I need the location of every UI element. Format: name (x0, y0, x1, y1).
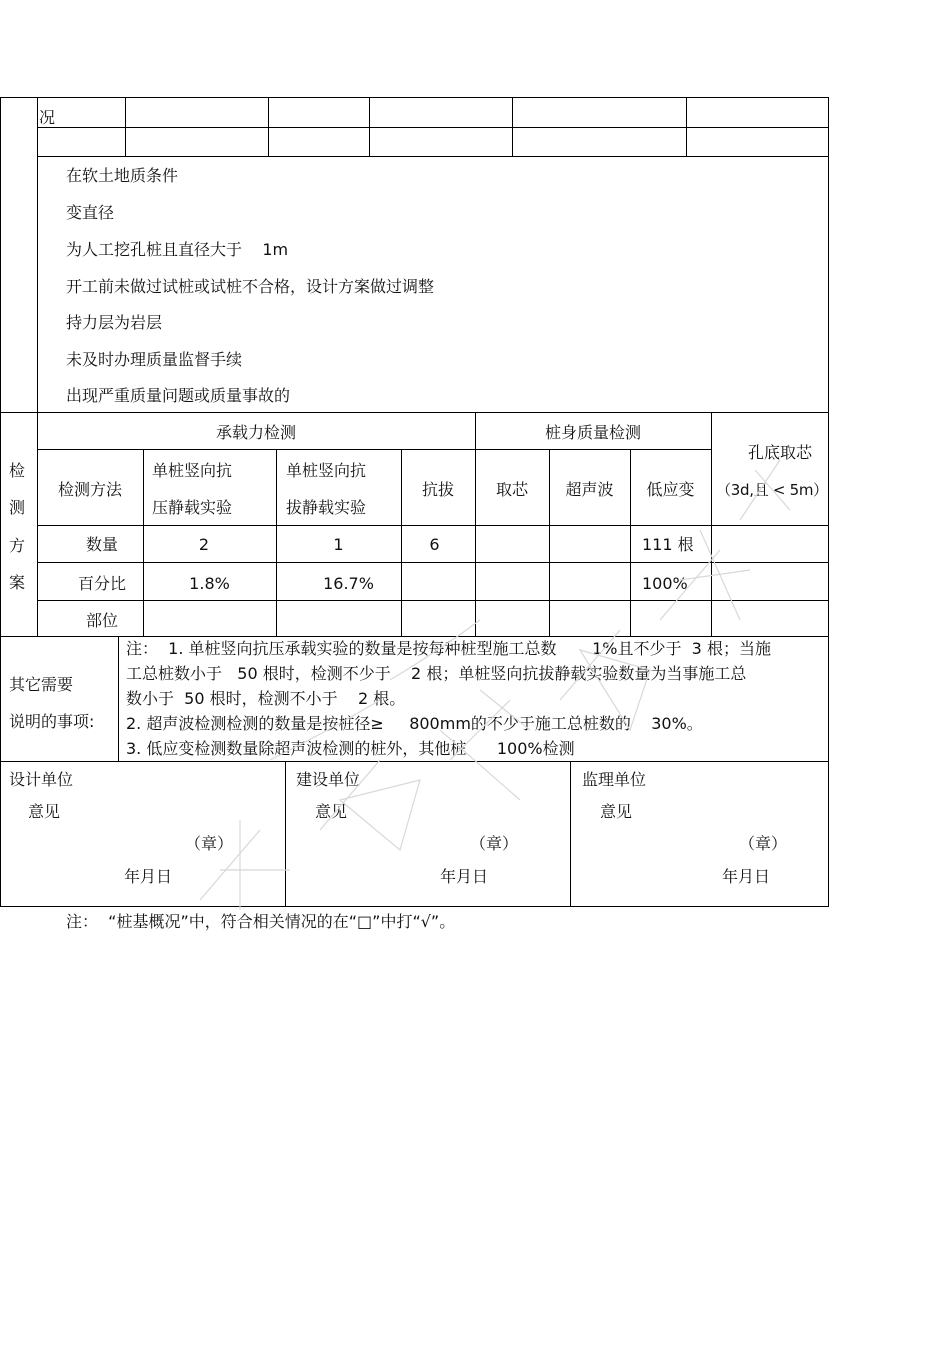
note-line: 数小于 50 根时，检测不小于 2 根。 (126, 689, 406, 708)
side-label-char: 案 (9, 573, 26, 592)
group-header-body: 桩身质量检测 (544, 423, 641, 442)
method-col1-line2: 压静载实验 (152, 498, 233, 517)
table-cell: 1.8% (189, 574, 230, 593)
table-cell: 1 (333, 535, 344, 554)
row-divider (475, 449, 712, 450)
date-label: 年月日 (440, 867, 489, 886)
unit-name: 设计单位 (9, 770, 74, 789)
method-col5: 超声波 (565, 480, 614, 499)
list-item: 开工前未做过试桩或试桩不合格，设计方案做过调整 (66, 277, 435, 296)
row-divider (37, 127, 829, 128)
table-border-bottom (0, 906, 829, 907)
col-divider (125, 97, 126, 156)
row-label-quantity: 数量 (85, 535, 118, 554)
table-cell: 16.7% (323, 574, 374, 593)
col-divider (369, 97, 370, 156)
opinion-label: 意见 (600, 802, 633, 821)
section-divider (0, 636, 829, 637)
col-divider (549, 449, 550, 637)
method-col2-line2: 拔静载实验 (286, 498, 367, 517)
opinion-label: 意见 (28, 802, 61, 821)
col-divider (475, 412, 476, 637)
side-label-char: 方 (9, 536, 26, 555)
section-divider (0, 761, 829, 762)
list-item: 未及时办理质量监督手续 (66, 350, 243, 369)
table-cell: 2 (198, 535, 210, 554)
footnote: 注： “桩基概况”中，符合相关情况的在“□”中打“√”。 (66, 912, 456, 931)
seal-label: （章） (739, 834, 788, 853)
list-item: 为人工挖孔桩且直径大于 1m (66, 240, 289, 259)
table-cell: 111 根 (642, 535, 694, 554)
opinion-label: 意见 (315, 802, 348, 821)
table-border-right (828, 97, 829, 907)
method-label: 检测方法 (57, 480, 122, 499)
col-divider (37, 97, 38, 637)
table-cell: 6 (429, 535, 440, 554)
notes-label-line1: 其它需要 (9, 675, 74, 694)
table-border-left (0, 97, 1, 907)
col-divider (630, 449, 631, 637)
method-col1-line1: 单桩竖向抗 (152, 461, 233, 480)
unit-name: 建设单位 (296, 770, 361, 789)
section-divider (0, 412, 829, 413)
col-divider (686, 97, 687, 156)
col-divider (570, 761, 571, 907)
row-label: 况 (39, 108, 56, 127)
note-line: 3. 低应变检测数量除超声波检测的桩外，其他桩 100%检测 (126, 739, 575, 758)
list-item: 变直径 (66, 203, 115, 222)
col-divider (268, 97, 269, 156)
side-label-char: 检 (9, 461, 26, 480)
row-divider (37, 156, 829, 157)
row-divider (37, 449, 475, 450)
list-item: 持力层为岩层 (66, 313, 163, 332)
notes-label-line2: 说明的事项: (9, 712, 95, 731)
method-col6: 低应变 (646, 480, 695, 499)
group-header-bearing: 承载力检测 (215, 423, 296, 442)
core-title: 孔底取芯 (747, 443, 812, 462)
row-label-percentage: 百分比 (77, 574, 126, 593)
list-item: 出现严重质量问题或质量事故的 (66, 386, 291, 405)
side-label-char: 测 (9, 498, 26, 517)
date-label: 年月日 (722, 867, 771, 886)
core-subtitle: （3d,且 < 5m） (716, 481, 828, 499)
note-line: 2. 超声波检测检测的数量是按桩径≥ 800mm的不少于施工总桩数的 30%。 (126, 714, 703, 733)
list-item: 在软土地质条件 (66, 166, 179, 185)
seal-label: （章） (470, 834, 519, 853)
method-col2-line1: 单桩竖向抗 (286, 461, 367, 480)
col-divider (285, 761, 286, 907)
seal-label: （章） (185, 834, 234, 853)
col-divider (118, 636, 119, 762)
col-divider (512, 97, 513, 156)
table-cell: 100% (642, 574, 688, 593)
method-col3: 抗拔 (421, 480, 454, 499)
row-label-location: 部位 (85, 611, 118, 630)
note-line: 注： 1. 单桩竖向抗压承载实验的数量是按每种桩型施工总数 1%且不少于 3 根；当施 (126, 639, 771, 658)
note-line: 工总桩数小于 50 根时，检测不少于 2 根；单桩竖向抗拔静载实验数量为当事施工总 (126, 664, 747, 683)
date-label: 年月日 (124, 867, 173, 886)
method-col4: 取芯 (495, 480, 528, 499)
unit-name: 监理单位 (582, 770, 647, 789)
